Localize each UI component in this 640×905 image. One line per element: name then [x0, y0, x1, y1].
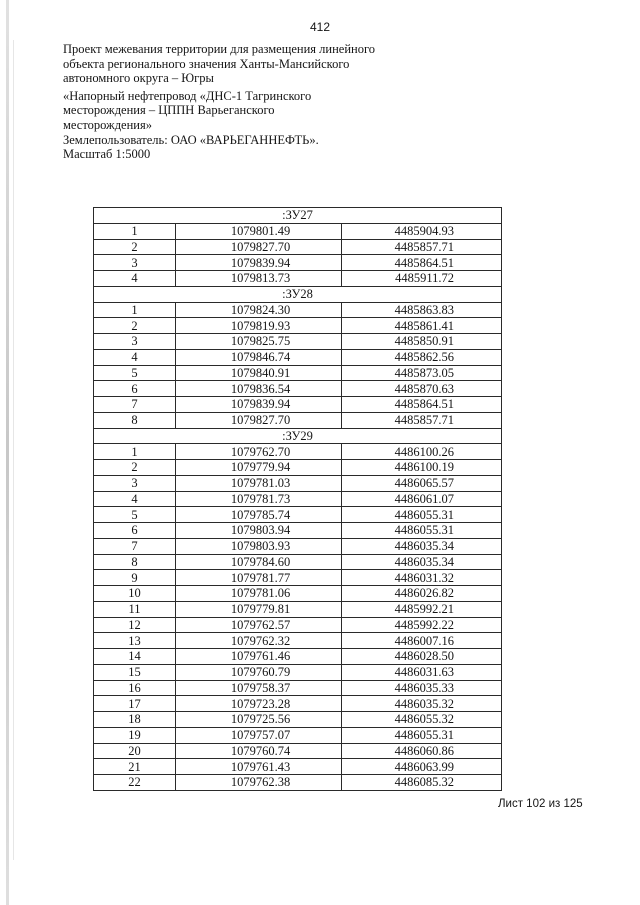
- binding-edge-line: [13, 40, 14, 860]
- coord-x: 1079725.56: [176, 712, 342, 728]
- coord-y: 4485863.83: [342, 302, 502, 318]
- point-number: 19: [94, 727, 176, 743]
- point-number: 17: [94, 696, 176, 712]
- coord-x: 1079761.46: [176, 649, 342, 665]
- coord-y: 4485873.05: [342, 365, 502, 381]
- point-number: 3: [94, 255, 176, 271]
- coord-y: 4486031.32: [342, 570, 502, 586]
- point-number: 4: [94, 491, 176, 507]
- coord-y: 4485904.93: [342, 223, 502, 239]
- point-number: 15: [94, 664, 176, 680]
- table-row: [94, 586, 502, 602]
- point-number: 16: [94, 680, 176, 696]
- coord-y: 4485857.71: [342, 239, 502, 255]
- coord-x: 1079839.94: [176, 397, 342, 413]
- coord-y: 4485870.63: [342, 381, 502, 397]
- point-number: 7: [94, 397, 176, 413]
- coord-y: 4485992.22: [342, 617, 502, 633]
- header-line-6: месторождения»: [63, 117, 152, 132]
- coord-y: 4486085.32: [342, 775, 502, 791]
- table-row: [94, 601, 502, 617]
- table-row: [94, 680, 502, 696]
- point-number: 7: [94, 538, 176, 554]
- header-line-3: автономного округа – Югры: [63, 71, 214, 86]
- coord-y: 4486063.99: [342, 759, 502, 775]
- coord-x: 1079757.07: [176, 727, 342, 743]
- section-title: :ЗУ29: [94, 428, 502, 444]
- coord-y: 4485862.56: [342, 349, 502, 365]
- coord-y: 4485864.51: [342, 255, 502, 271]
- table-row: [94, 491, 502, 507]
- point-number: 6: [94, 523, 176, 539]
- coord-x: 1079758.37: [176, 680, 342, 696]
- point-number: 5: [94, 507, 176, 523]
- table-row: [94, 381, 502, 397]
- point-number: 18: [94, 712, 176, 728]
- table-row: [94, 507, 502, 523]
- table-row: [94, 239, 502, 255]
- coord-x: 1079784.60: [176, 554, 342, 570]
- point-number: 3: [94, 475, 176, 491]
- table-row: [94, 649, 502, 665]
- point-number: 4: [94, 271, 176, 287]
- table-row: [94, 727, 502, 743]
- coord-x: 1079760.79: [176, 664, 342, 680]
- coord-x: 1079781.73: [176, 491, 342, 507]
- table-row: [94, 365, 502, 381]
- point-number: 11: [94, 601, 176, 617]
- coord-x: 1079813.73: [176, 271, 342, 287]
- table-row: [94, 255, 502, 271]
- coord-x: 1079781.77: [176, 570, 342, 586]
- coord-x: 1079839.94: [176, 255, 342, 271]
- coord-y: 4485850.91: [342, 334, 502, 350]
- table-row: [94, 712, 502, 728]
- section-header-row: [94, 286, 502, 302]
- coord-y: 4486055.31: [342, 507, 502, 523]
- coord-y: 4486035.32: [342, 696, 502, 712]
- coord-y: 4486055.31: [342, 523, 502, 539]
- table-row: [94, 743, 502, 759]
- point-number: 9: [94, 570, 176, 586]
- point-number: 20: [94, 743, 176, 759]
- table-row: [94, 444, 502, 460]
- point-number: 10: [94, 586, 176, 602]
- point-number: 2: [94, 460, 176, 476]
- section-title: :ЗУ27: [94, 208, 502, 224]
- binding-edge: [6, 0, 9, 905]
- sheet-counter: Лист 102 из 125: [498, 798, 583, 810]
- coord-x: 1079781.06: [176, 586, 342, 602]
- coord-y: 4486055.31: [342, 727, 502, 743]
- table-row: [94, 570, 502, 586]
- table-row: [94, 554, 502, 570]
- point-number: 4: [94, 349, 176, 365]
- coord-x: 1079827.70: [176, 412, 342, 428]
- coord-y: 4486035.34: [342, 554, 502, 570]
- table-row: [94, 302, 502, 318]
- coord-y: 4486055.32: [342, 712, 502, 728]
- table-row: [94, 349, 502, 365]
- header-line-4: «Напорный нефтепровод «ДНС-1 Тагринского: [63, 88, 312, 103]
- table-row: [94, 475, 502, 491]
- coord-x: 1079827.70: [176, 239, 342, 255]
- coord-x: 1079779.94: [176, 460, 342, 476]
- table-row: [94, 412, 502, 428]
- coord-y: 4485861.41: [342, 318, 502, 334]
- header-line-2: объекта регионального значения Ханты-Мансийского: [63, 56, 350, 71]
- coord-x: 1079785.74: [176, 507, 342, 523]
- point-number: 13: [94, 633, 176, 649]
- coord-x: 1079723.28: [176, 696, 342, 712]
- coord-y: 4486035.34: [342, 538, 502, 554]
- table-row: [94, 460, 502, 476]
- coordinates-table: [93, 207, 502, 791]
- point-number: 14: [94, 649, 176, 665]
- table-row: [94, 696, 502, 712]
- coord-x: 1079781.03: [176, 475, 342, 491]
- point-number: 2: [94, 318, 176, 334]
- coord-y: 4486007.16: [342, 633, 502, 649]
- coord-x: 1079762.70: [176, 444, 342, 460]
- document-header: [63, 42, 383, 162]
- table-row: [94, 523, 502, 539]
- coord-x: 1079846.74: [176, 349, 342, 365]
- table-row: [94, 633, 502, 649]
- coord-y: 4486035.33: [342, 680, 502, 696]
- coord-y: 4486031.63: [342, 664, 502, 680]
- table-row: [94, 397, 502, 413]
- coord-x: 1079803.94: [176, 523, 342, 539]
- section-header-row: [94, 208, 502, 224]
- point-number: 2: [94, 239, 176, 255]
- coord-x: 1079840.91: [176, 365, 342, 381]
- coord-x: 1079760.74: [176, 743, 342, 759]
- coord-y: 4486061.07: [342, 491, 502, 507]
- table-row: [94, 664, 502, 680]
- coord-x: 1079836.54: [176, 381, 342, 397]
- coord-y: 4485857.71: [342, 412, 502, 428]
- point-number: 1: [94, 302, 176, 318]
- coord-x: 1079762.57: [176, 617, 342, 633]
- point-number: 8: [94, 412, 176, 428]
- header-line-8: Масштаб 1:5000: [63, 147, 151, 162]
- coord-y: 4485911.72: [342, 271, 502, 287]
- point-number: 21: [94, 759, 176, 775]
- table-row: [94, 334, 502, 350]
- header-line-7: Землепользователь: ОАО «ВАРЬЕГАННЕФТЬ».: [63, 132, 319, 147]
- table-row: [94, 759, 502, 775]
- section-title: :ЗУ28: [94, 286, 502, 302]
- coord-x: 1079761.43: [176, 759, 342, 775]
- header-line-1: Проект межевания территории для размещения линейного: [63, 42, 376, 56]
- point-number: 3: [94, 334, 176, 350]
- point-number: 6: [94, 381, 176, 397]
- point-number: 12: [94, 617, 176, 633]
- coord-x: 1079824.30: [176, 302, 342, 318]
- page-number: 412: [309, 20, 331, 34]
- coord-y: 4486065.57: [342, 475, 502, 491]
- table-row: [94, 223, 502, 239]
- table-row: [94, 271, 502, 287]
- point-number: 22: [94, 775, 176, 791]
- coord-x: 1079819.93: [176, 318, 342, 334]
- point-number: 1: [94, 223, 176, 239]
- coord-y: 4485992.21: [342, 601, 502, 617]
- coord-y: 4486100.19: [342, 460, 502, 476]
- coord-y: 4485864.51: [342, 397, 502, 413]
- header-line-5: месторождения – ЦППН Варьеганского: [63, 103, 275, 118]
- point-number: 1: [94, 444, 176, 460]
- coord-x: 1079762.38: [176, 775, 342, 791]
- table-row: [94, 775, 502, 791]
- coord-x: 1079762.32: [176, 633, 342, 649]
- coord-x: 1079825.75: [176, 334, 342, 350]
- coord-x: 1079803.93: [176, 538, 342, 554]
- coord-x: 1079779.81: [176, 601, 342, 617]
- section-header-row: [94, 428, 502, 444]
- coord-x: 1079801.49: [176, 223, 342, 239]
- coord-y: 4486060.86: [342, 743, 502, 759]
- table-row: [94, 617, 502, 633]
- coord-y: 4486026.82: [342, 586, 502, 602]
- point-number: 8: [94, 554, 176, 570]
- point-number: 5: [94, 365, 176, 381]
- table-row: [94, 318, 502, 334]
- table-row: [94, 538, 502, 554]
- coord-y: 4486100.26: [342, 444, 502, 460]
- coord-y: 4486028.50: [342, 649, 502, 665]
- coordinates-table-body: [94, 208, 502, 791]
